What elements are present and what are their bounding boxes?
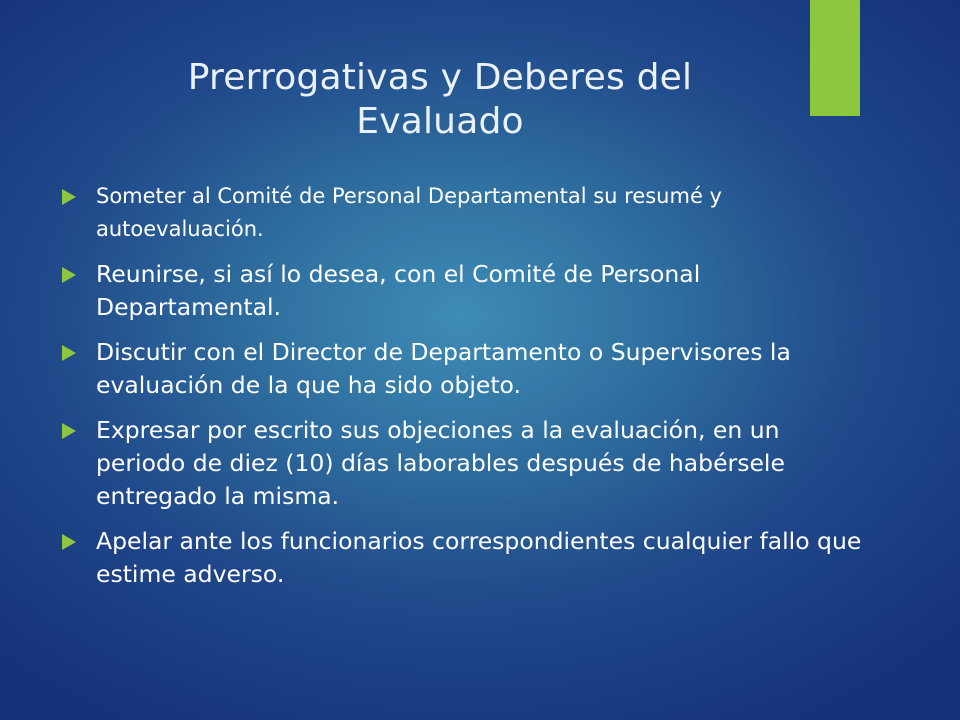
bullet-item [62, 336, 862, 402]
bullet-item [62, 258, 862, 324]
bullet-text: Someter al Comité de Personal Departamental su resumé y autoevaluación. [96, 184, 722, 241]
bullet-item [62, 180, 862, 246]
slide-title: Prerrogativas y Deberes del Evaluado [187, 57, 693, 142]
bullet-text: Discutir con el Director de Departamento o Supervisores la evaluación de la que ha sido objeto. [96, 338, 791, 399]
bullet-text: Expresar por escrito sus objeciones a la evaluación, en un periodo de diez (10) días laborables después de habérsele entregado la misma. [96, 416, 785, 510]
bullet-text: Apelar ante los funcionarios correspondientes cualquier fallo que estime adverso. [96, 527, 862, 588]
triangle-right-icon [62, 423, 76, 439]
bullet-item [62, 525, 862, 591]
triangle-right-icon [62, 267, 76, 283]
bullet-text: Reunirse, si así lo desea, con el Comité de Personal Departamental. [96, 260, 701, 321]
accent-bar [810, 0, 860, 116]
bullet-item [62, 414, 862, 513]
triangle-right-icon [62, 534, 76, 550]
bullet-list [62, 180, 862, 603]
triangle-right-icon [62, 345, 76, 361]
triangle-right-icon [62, 189, 76, 205]
